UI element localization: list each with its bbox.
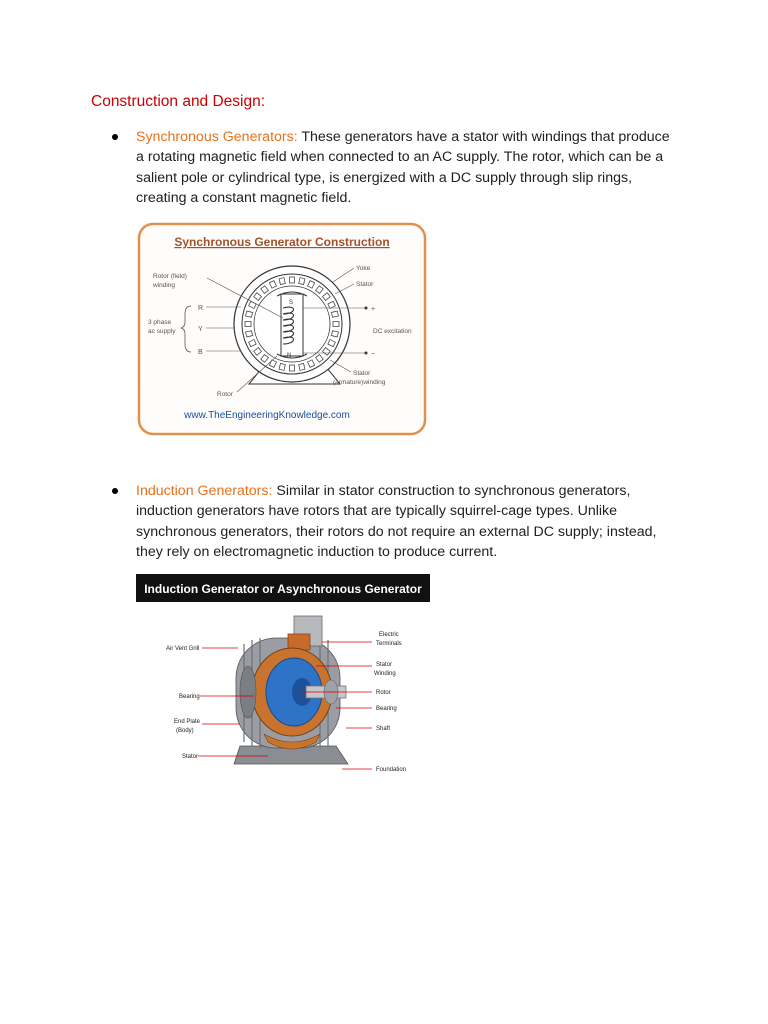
bullet-dot	[112, 488, 118, 494]
synchronous-diagram	[137, 222, 427, 436]
stator-slot	[290, 277, 295, 283]
stator-slot	[279, 278, 285, 285]
label-foundation: Foundation	[376, 767, 407, 773]
end-plate	[240, 666, 256, 718]
stator-slot	[246, 311, 253, 317]
figure1-website: www.TheEngineeringKnowledge.com	[184, 410, 350, 421]
label-terminals-1: Electric	[379, 632, 399, 638]
label-armature-2: (armature)winding	[333, 379, 386, 386]
label-stator-winding-1: Stator	[376, 662, 393, 668]
description-synchronous: These generators have a stator with windings that produce a rotating magnetic field when connected to an AC supply. The rotor, which can be a salient pole or cylindrical type, is energized with a DC supply through slip rings, creating a constant magnetic field.	[136, 129, 670, 207]
stator-slot	[333, 322, 339, 327]
label-bearing-left: Bearing	[179, 694, 200, 700]
list-item-text	[136, 481, 672, 563]
section-heading: Construction and Design:	[91, 93, 266, 110]
bullet-dot	[112, 134, 118, 140]
list-item-synchronous	[112, 127, 672, 209]
label-bearing-right: Bearing	[376, 706, 397, 712]
label-stator: Stator	[356, 281, 374, 288]
label-rotor: Rotor	[217, 391, 233, 398]
induction-generator-figure	[136, 574, 430, 792]
label-stator-winding-2: Winding	[374, 671, 396, 677]
pole-label-n: N	[287, 353, 292, 359]
stator-slot	[299, 363, 305, 370]
label-end-plate: End Plate	[174, 719, 201, 725]
label-end-plate-body: (Body)	[176, 728, 194, 734]
label-plus: +	[371, 306, 376, 313]
label-terminals-2: Terminals	[376, 641, 402, 647]
label-minus: −	[371, 351, 376, 358]
stator-slot	[279, 363, 285, 370]
label-air-vent: Air Vent Grill	[166, 646, 200, 652]
term-induction: Induction Generators:	[136, 483, 273, 499]
label-rotor-winding-2: winding	[153, 282, 176, 289]
label-rotor: Rotor	[376, 690, 391, 696]
label-rotor-winding: Rotor (field)	[153, 273, 187, 280]
label-y: Y	[198, 326, 203, 333]
term-synchronous: Synchronous Generators:	[136, 129, 298, 145]
figure1-title: Synchronous Generator Construction	[174, 235, 390, 249]
description-induction: Similar in stator construction to synchronous generators, induction generators have rotors that are typically squirrel-cage types. Unlike synchronous generators, their rotors do not require an external DC supply; instead, they rely on electromagnetic induction to produce current.	[136, 483, 657, 561]
stator-slot	[290, 365, 295, 371]
label-yoke: Yoke	[356, 265, 371, 272]
stator-slot	[331, 311, 338, 317]
pole-label-s: S	[289, 300, 294, 306]
dc-negative-terminal	[365, 352, 368, 355]
label-r: R	[198, 305, 204, 312]
stator-slot	[299, 278, 305, 285]
stator-slot	[331, 331, 338, 337]
stator-slot	[245, 322, 251, 327]
list-item-text	[136, 127, 672, 209]
synchronous-generator-figure	[137, 222, 427, 436]
dc-positive-terminal	[365, 307, 368, 310]
label-dc-excitation: DC excitation	[373, 328, 412, 335]
label-3-phase: 3 phase	[148, 319, 172, 326]
figure2-title: Induction Generator or Asynchronous Generator	[144, 582, 422, 596]
stator-slot	[246, 331, 253, 337]
label-b: B	[198, 349, 203, 356]
label-ac-supply: ac supply	[148, 328, 176, 335]
label-armature-1: Stator	[353, 370, 371, 377]
label-shaft: Shaft	[376, 726, 391, 732]
label-stator-left: Stator	[182, 754, 199, 760]
induction-diagram	[136, 574, 430, 792]
list-item-induction	[112, 481, 672, 563]
